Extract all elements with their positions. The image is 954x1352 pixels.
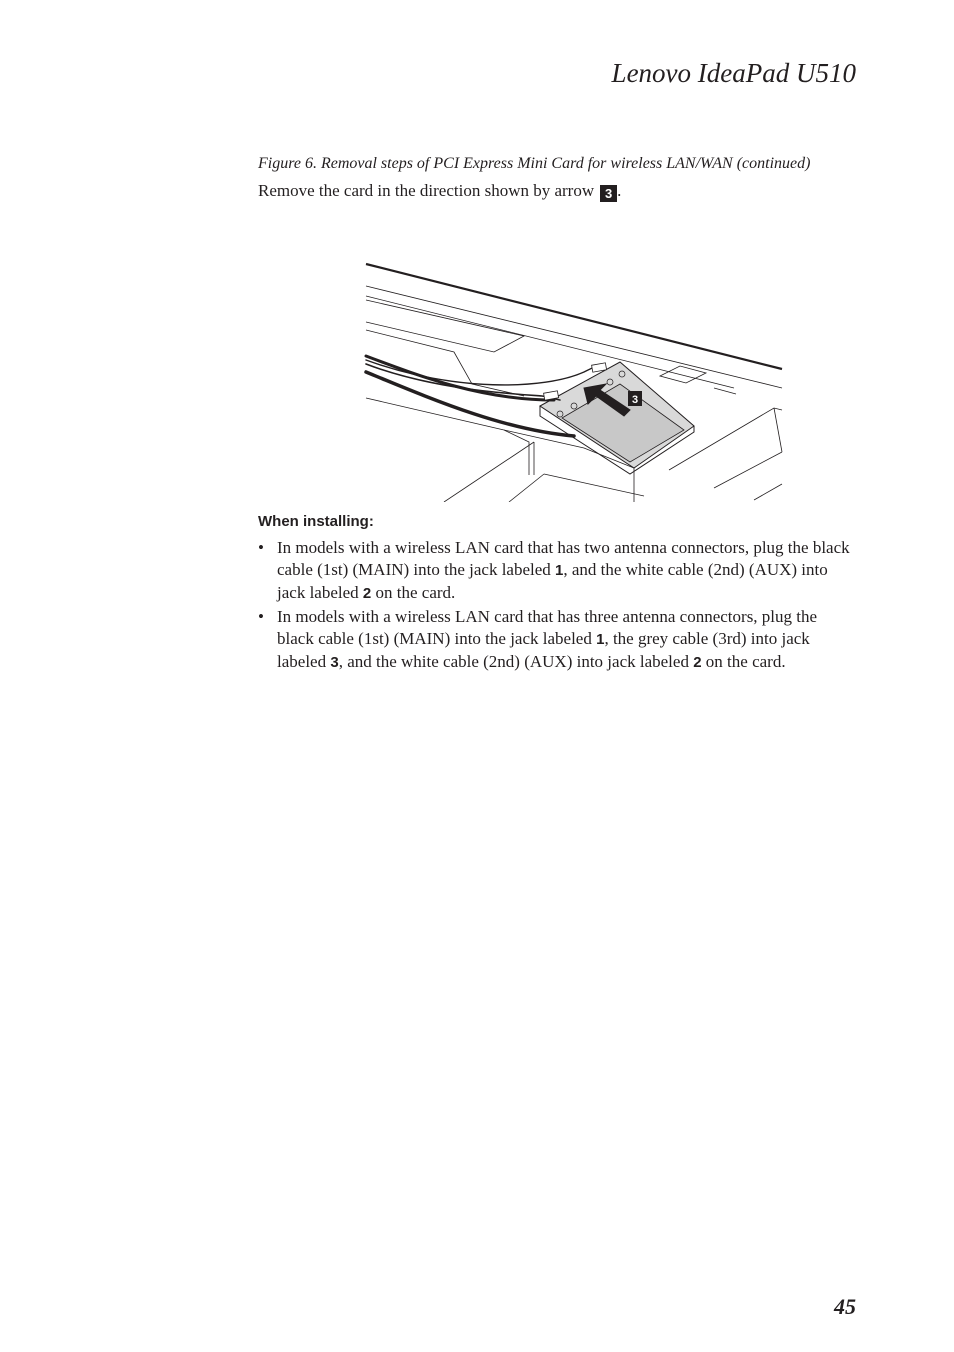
page-number: 45	[834, 1294, 856, 1319]
step-badge: 3	[600, 185, 617, 202]
when-installing-heading: When installing:	[258, 513, 374, 530]
instruction-end: .	[617, 181, 622, 200]
installing-notes	[258, 537, 858, 676]
instruction-label: Remove the card in the direction shown by arrow	[258, 181, 595, 200]
figure-caption: Figure 6. Removal steps of PCI Express Mini Card for wireless LAN/WAN (continued)	[258, 155, 811, 172]
chassis-top-edge	[366, 264, 782, 369]
instruction-text	[258, 181, 621, 202]
header-title: Lenovo IdeaPad U510	[611, 58, 856, 88]
card-removal-figure	[364, 260, 784, 502]
list-item: • In models with a wireless LAN card that has three antenna connectors, plug the black cable (1st) (MAIN) into the jack labeled 1, the grey cable (3rd) into jack labeled 3, and the white cable (2nd) (AUX) into jack labeled 2 on the card.	[258, 606, 858, 673]
list-item: • In models with a wireless LAN card that has two antenna connectors, plug the black cable (1st) (MAIN) into the jack labeled 1, and the white cable (2nd) (AUX) into jack labeled 2 on the card.	[258, 537, 858, 604]
step-callout: 3	[631, 394, 639, 406]
